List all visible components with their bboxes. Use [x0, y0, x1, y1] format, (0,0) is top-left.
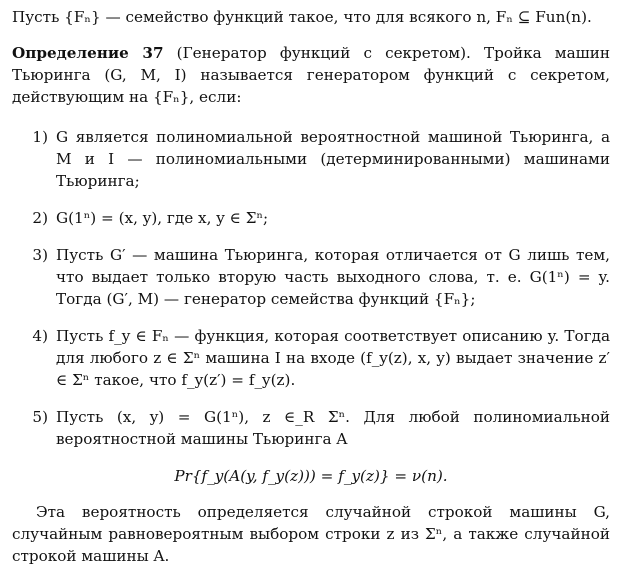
item-text: Пусть G′ — машина Тьюринга, которая отличается от G лишь тем, что выдает только вторую часть выходного слова, т. е. G(1ⁿ) = y. Тогда (G′, M) — генератор семейства функций {Fₙ};	[56, 246, 610, 308]
final-paragraph: Эта вероятность определяется случайной строкой машины G, случайным равновероятным выбором строки z из Σⁿ, а также случайной строкой машины A.	[12, 503, 610, 565]
item-text: G(1ⁿ) = (x, y), где x, y ∈ Σⁿ;	[56, 209, 269, 227]
probability-formula: Pr{f_y(A(y, f_y(z))) = f_y(z)} = ν(n).	[174, 467, 448, 485]
item-text: G является полиномиальной вероятностной машиной Тьюринга, а M и I — полиномиальными (детерминированными) машинами Тьюринга;	[56, 128, 610, 190]
definition-paragraph	[12, 42, 610, 108]
intro-paragraph: Пусть {Fₙ} — семейство функций такое, что для всякого n, Fₙ ⊆ Fun(n).	[12, 8, 592, 26]
item-text: Пусть (x, y) = G(1ⁿ), z ∈_R Σⁿ. Для любой полиномиальной вероятностной машины Тьюринга A	[56, 408, 610, 448]
list-item	[12, 406, 610, 450]
list-item	[12, 126, 610, 192]
document-page	[12, 6, 610, 567]
item-number: 3)	[32, 246, 48, 264]
list-item	[12, 244, 610, 310]
item-number: 5)	[32, 408, 48, 426]
definition-title: Определение 37	[12, 44, 164, 62]
item-number: 2)	[32, 209, 48, 227]
item-number: 4)	[32, 327, 48, 345]
list-item	[12, 207, 610, 229]
definition-items-list	[12, 126, 610, 450]
definition-subtitle: (Генератор функций с секретом).	[176, 44, 471, 62]
item-text: Пусть f_y ∈ Fₙ — функция, которая соответствует описанию y. Тогда для любого z ∈ Σⁿ машина I на входе (f_y(z), x, y) выдает значение z′ ∈ Σⁿ такое, что f_y(z′) = f_y(z).	[56, 327, 610, 389]
item-number: 1)	[32, 128, 48, 146]
list-item	[12, 325, 610, 391]
definition-text: Тройка машин Тьюринга (G, M, I) называется генератором функций с секретом, действующим на {Fₙ}, если:	[12, 44, 610, 106]
